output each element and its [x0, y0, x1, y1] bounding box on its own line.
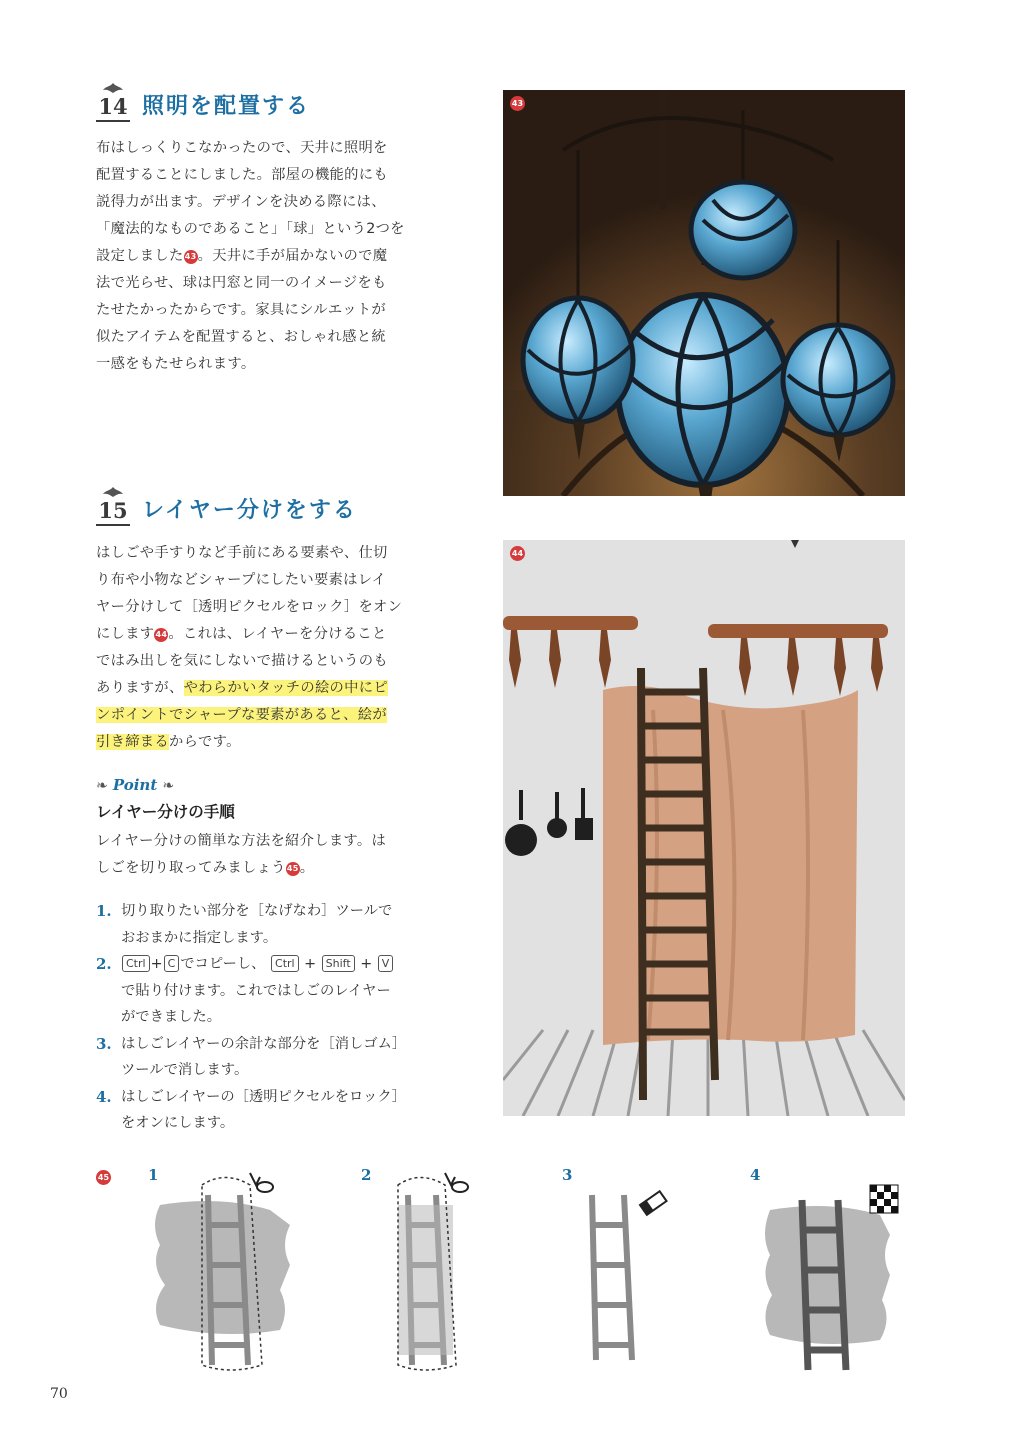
section-15-body: [96, 540, 441, 756]
step-text: をオンにします。: [121, 1115, 235, 1131]
key-shift: Shift: [322, 955, 355, 972]
text-line: ありますが、やわらかいタッチの絵の中にピ: [96, 680, 388, 696]
text-line: 設定しました43。天井に手が届かないので魔: [96, 248, 388, 264]
point-intro: [96, 828, 441, 882]
figure-44-layers: [503, 540, 905, 1116]
step-number: 1.: [96, 902, 112, 920]
key-v: V: [378, 955, 394, 972]
text-line: 似たアイテムを配置すると、おしゃれ感と統: [96, 329, 386, 345]
highlighted-text: ンポイントでシャープな要素があると、絵が: [96, 707, 387, 723]
text-line: 「魔法的なものであること」「球」という2つを: [96, 221, 405, 237]
step-text: おおまかに指定します。: [121, 929, 278, 946]
step-figure-label: 1: [148, 1166, 159, 1184]
text-line: ヤー分けして［透明ピクセルをロック］をオン: [96, 599, 403, 615]
step-number: 2.: [96, 955, 112, 973]
step-text: ができました。: [121, 1009, 222, 1025]
step-text: ツールで消します。: [121, 1062, 249, 1078]
step-1-thumbnail: [155, 1173, 290, 1370]
point-title: レイヤー分けの手順: [96, 803, 235, 821]
figure-badge: 45: [96, 1170, 111, 1185]
page-number: 70: [50, 1386, 68, 1402]
figure-43-lanterns: [503, 90, 905, 496]
section-14-body: [96, 135, 441, 378]
text-line: レイヤー分けの簡単な方法を紹介します。は: [96, 833, 387, 849]
text-line: 配置することにしました。部屋の機能的にも: [96, 167, 388, 183]
step-item: [96, 951, 441, 1031]
figure-badge: 43: [510, 96, 525, 111]
text-line: たせたかったからです。家具にシルエットが: [96, 302, 387, 318]
step-item: [96, 898, 441, 951]
ornament-icon: [100, 82, 126, 94]
text-line: り布や小物などシャープにしたい要素はレイ: [96, 572, 387, 588]
text-line: 法で光らせ、球は円窓と同一のイメージをも: [96, 275, 387, 291]
ornament-icon: ❧: [162, 778, 175, 794]
text-line: [96, 702, 441, 729]
text-line: にします44。これは、レイヤーを分けること: [96, 626, 387, 642]
step-text: 切り取りたい部分を［なげなわ］ツールで: [121, 903, 393, 919]
text-line: 引き締まるからです。: [96, 734, 241, 750]
step-item: [96, 1084, 441, 1137]
key-c: C: [164, 955, 180, 972]
key-ctrl: Ctrl: [122, 955, 150, 972]
layer-illustration: [503, 540, 905, 1116]
figure-ref-badge: 43: [184, 250, 198, 264]
step-text: はしごレイヤーの［透明ピクセルをロック］: [121, 1088, 406, 1105]
section-number: 15: [96, 498, 130, 526]
text-line: しごを切り取ってみましょう45。: [96, 860, 315, 876]
point-label: Point: [112, 776, 158, 794]
step-figure-label: 2: [361, 1166, 372, 1184]
point-heading: [96, 775, 174, 797]
ornament-icon: [100, 486, 126, 498]
step-figure-label: 3: [562, 1166, 573, 1184]
step-text: はしごレイヤーの余計な部分を［消しゴム］: [121, 1035, 407, 1052]
section-number: 14: [96, 94, 130, 122]
key-ctrl: Ctrl: [271, 955, 299, 972]
step-number: 3.: [96, 1034, 112, 1053]
highlighted-text: 引き締まる: [96, 734, 169, 750]
section-title: 照明を配置する: [142, 94, 311, 119]
step-figure-label: 4: [750, 1166, 761, 1184]
text-line: 説得力が出ます。デザインを決める際には、: [96, 194, 386, 210]
highlighted-text: やわらかいタッチの絵の中にピ: [183, 680, 388, 696]
figure-ref-badge: 44: [154, 628, 168, 642]
text-line: はしごや手すりなど手前にある要素や、仕切: [96, 545, 388, 561]
step-4-thumbnail: [765, 1185, 898, 1370]
step-text: で貼り付けます。これではしごのレイヤー: [121, 982, 391, 999]
text-line: ではみ出しを気にしないで描けるというのも: [96, 653, 388, 669]
step-item: [96, 1031, 441, 1084]
step-number: 4.: [96, 1087, 112, 1106]
lantern-illustration: [503, 90, 905, 496]
figure-45-steps: [140, 1165, 910, 1380]
figure-badge: 44: [510, 546, 525, 561]
steps-list: [96, 898, 441, 1137]
text-line: 一感をもたせられます。: [96, 356, 256, 372]
transparency-lock-icon: [870, 1185, 898, 1213]
step-2-thumbnail: [398, 1173, 468, 1370]
text-line: 布はしっくりこなかったので、天井に照明を: [96, 140, 388, 156]
ornament-icon: ❧: [96, 778, 108, 794]
step-3-thumbnail: [592, 1191, 667, 1360]
step-text: Ctrl + C でコピーし、 Ctrl + Shift + V: [121, 951, 441, 978]
figure-ref-badge: 45: [286, 862, 300, 876]
section-title: レイヤー分けをする: [142, 498, 357, 523]
